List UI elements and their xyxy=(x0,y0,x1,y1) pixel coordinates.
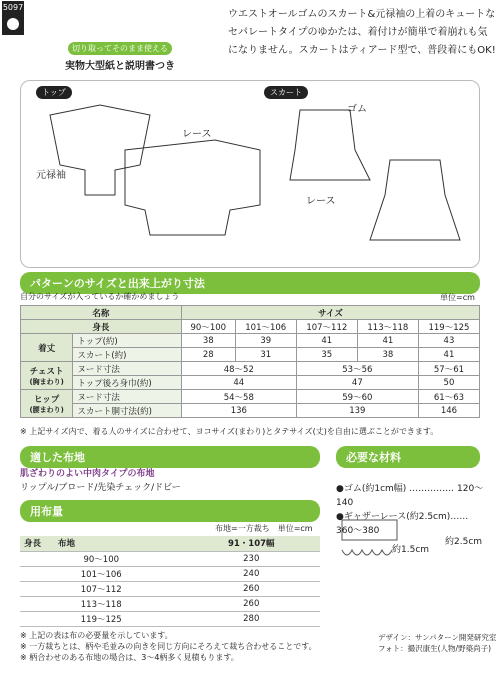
size-unit: 単位=cm xyxy=(440,293,475,302)
pattern-badge xyxy=(55,36,185,70)
badge-line1: 切り取ってそのまま使える xyxy=(68,42,172,55)
elastic-label: ゴム xyxy=(347,104,367,115)
yardage-header: 用布量 xyxy=(20,500,320,522)
materials-header: 必要な材料 xyxy=(336,446,480,468)
size-note: ※ 上記サイズ内で、着る人のサイズに合わせて、ヨコサイズ(まわり)とタテサイズ(丈)を自由に選ぶことができます。 xyxy=(20,427,439,436)
skirt-front-drawing xyxy=(290,110,370,180)
top-tag: トップ xyxy=(36,86,72,99)
yardage-sub: 布地=一方裁ち 単位=cm xyxy=(215,524,313,533)
lace-label-top: レース xyxy=(182,129,212,140)
page-number: 5097 xyxy=(2,1,24,35)
yardage-table: 身長 布地 91・107幅 90〜100 230 101〜106 240 107〜112 260 113〜118 260 119〜125 280 xyxy=(20,536,320,627)
materials-list: ●ゴム(約1cm幅) …………… 120〜140 ●ギャザーレース(約2.5cm)…… 360〜380 xyxy=(336,484,484,536)
skirt-back-drawing xyxy=(370,160,460,240)
credit: デザイン：サンパターン開発研究室 フォト：撮沢康生(人物/野築尚子) xyxy=(378,633,497,653)
top-front-drawing xyxy=(50,105,150,195)
sleeve-label: 元禄袖 xyxy=(36,170,66,181)
skirt-tag: スカート xyxy=(264,86,308,99)
size-table: 名称 サイズ 身長 90〜100 101〜106 107〜112 113〜118 119〜125 着丈 トップ(約) 38 39 41 41 43 スカート(約) 28 31 35 38 41 チェスト (胸まわり) ヌード寸法 48〜52 53〜56 57〜61 トップ後ろ身巾(約) 44 47 50 ヒップ (腰まわり) ヌード寸法 54〜58 59〜60 61〜63 スカート胴寸法(約) 136 139 146 xyxy=(20,305,480,418)
size-section-header: パターンのサイズと出来上がり寸法 xyxy=(20,272,480,294)
lace-swatch xyxy=(340,515,400,575)
fabric-list: リップル/ブロード/先染チェック/ドビー xyxy=(20,483,181,493)
garment-illustration xyxy=(30,95,470,265)
lace-width-2: 約2.5cm xyxy=(445,537,483,547)
fabric-headline: 肌ざわりのよい中肉タイプの布地 xyxy=(20,469,155,479)
lace-width-1: 約1.5cm xyxy=(392,545,430,555)
yardage-notes: ※ 上記の表は布の必要量を示しています。 ※ 一方裁ちとは、柄や毛並みの向きを同じ方向にそろえて裁ち合わせることです。 ※ 柄合わせのある布地の場合は、3〜4柄多く見積もります。 xyxy=(20,631,317,662)
intro-text: ウエストオールゴムのスカート&元禄袖の上着のキュートなセパレートタイプのゆかたは、着付けが簡単で着崩れも気になりません。スカートはティアード型で、普段着にもOK! xyxy=(228,9,496,56)
size-hint: 自分のサイズが入っているか確かめましょう xyxy=(20,292,180,301)
lace-label-skirt: レース xyxy=(306,196,336,207)
top-back-drawing xyxy=(125,140,260,235)
circle-icon xyxy=(7,18,19,30)
fabric-header: 適した布地 xyxy=(20,446,320,468)
badge-line2: 実物大型紙と説明書つき xyxy=(65,61,175,72)
